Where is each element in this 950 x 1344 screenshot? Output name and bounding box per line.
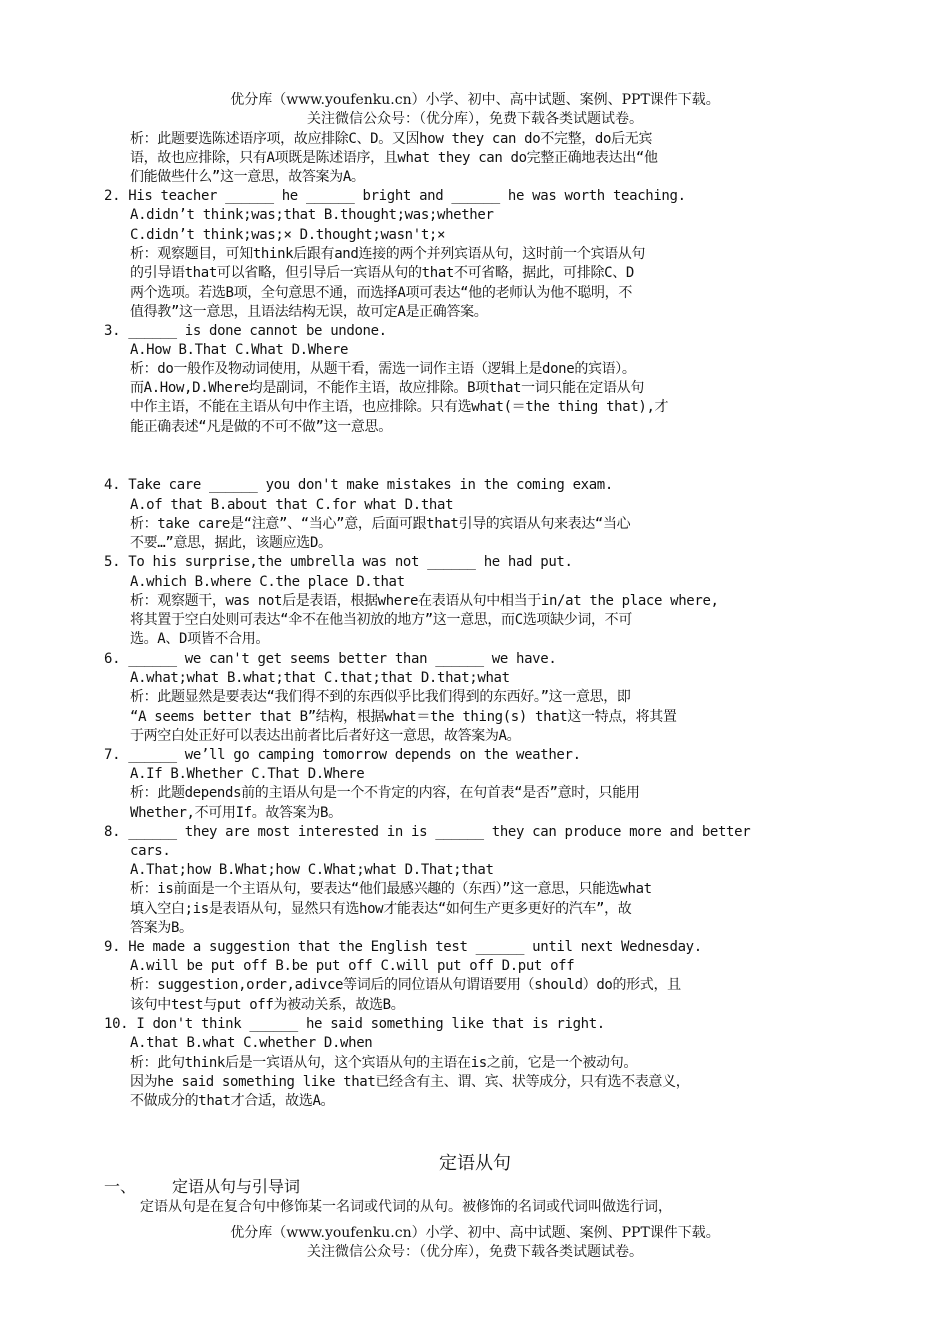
text-line: 析：此题要选陈述语序项，故应排除C、D。又因how they can do不完整，do后无宾 [130,131,653,147]
question-line: 10. I don't think ______ he said something like that is right. [104,1016,605,1032]
question-line: 8. ______ they are most interested in is ______ they can produce more and better [104,824,751,840]
options-line: C.didn’t think;was;× D.thought;wasn't;× [130,227,446,243]
subsection-title: 定语从句与引导词 [172,1177,301,1196]
options-line: A.If B.Whether C.That D.Where [130,766,365,782]
text-line: 不要…”意思，据此，该题应选D。 [130,535,332,551]
question-line: 9. He made a suggestion that the English test ______ until next Wednesday. [104,939,702,955]
subsection-number: 一、 [104,1177,137,1196]
question-line: 7. ______ we’ll go camping tomorrow depends on the weather. [104,747,581,763]
text-line: 于两空白处正好可以表达出前者比后者好这一意思，故答案为A。 [130,728,521,744]
text-line: 析：suggestion,order,adivce等词后的同位语从句谓语要用（should）do的形式，且 [130,977,681,993]
section-paragraph: 定语从句是在复合句中修饰某一名词或代词的从句。被修饰的名词或代词叫做选行词， [140,1199,672,1215]
text-line: 的引导语that可以省略，但引导后一宾语从句的that不可省略，据此，可排除C、D [130,265,634,281]
section-title: 定语从句 [439,1153,511,1174]
text-line: 析：is前面是一个主语从句，要表达“他们最感兴趣的（东西）”这一意思，只能选what [130,881,652,897]
text-line: 析：take care是“注意”、“当心”意，后面可跟that引导的宾语从句来表达“当心 [130,516,631,532]
text-line: 析：此题depends前的主语从句是一个不肯定的内容，在句首表“是否”意时，只能用 [130,785,640,801]
text-line: Whether,不可用If。故答案为B。 [130,805,342,821]
question-line: 2. His teacher ______ he ______ bright and ______ he was worth teaching. [104,188,686,204]
question-line: cars. [130,843,171,859]
options-line: A.which B.where C.the place D.that [130,574,405,590]
text-line: 析：此句think后是一宾语从句，这个宾语从句的主语在is之前，它是一个被动句。 [130,1055,637,1071]
text-line: 选。A、D项皆不合用。 [130,631,270,647]
text-line: “A seems better that B”结构，根据what＝the thing(s) that这一特点，将其置 [130,709,677,725]
text-line: 中作主语，不能在主语从句中作主语，也应排除。只有选what(＝the thing that),才 [130,399,669,415]
text-line: 析：do一般作及物动词使用，从题干看，需选一词作主语（逻辑上是done的宾语）。 [130,361,636,377]
text-line: 而A.How,D.Where均是副词，不能作主语，故应排除。B项that一词只能在定语从句 [130,380,644,396]
text-line: 值得教”这一意思，且语法结构无误，故可定A是正确答案。 [130,304,488,320]
subsection-heading [104,1176,300,1198]
header-line-1: 优分库（www.youfenku.cn）小学、初中、高中试题、案例、PPT课件下载。 [230,92,720,108]
text-line: 将其置于空白处则可表达“伞不在他当初放的地方”这一意思，而C选项缺少词，不可 [130,612,632,628]
header-line-2: 关注微信公众号：（优分库），免费下载各类试题试卷。 [307,111,643,127]
question-line: 4. Take care ______ you don't make mistakes in the coming exam. [104,477,613,493]
text-line: 析：此题显然是要表达“我们得不到的东西似乎比我们得到的东西好。”这一意思，即 [130,689,631,705]
footer-line-2: 关注微信公众号：（优分库），免费下载各类试题试卷。 [307,1244,643,1260]
text-line: 语，故也应排除，只有A项既是陈述语序，且what they can do完整正确地表达出“他 [130,150,658,166]
text-line: 该句中test与put off为被动关系，故选B。 [130,997,405,1013]
options-line: A.didn’t think;was;that B.thought;was;whether [130,207,494,223]
text-line: 们能做些什么”这一意思，故答案为A。 [130,169,365,185]
text-line: 析：观察题干，was not后是表语，根据where在表语从句中相当于in/at the place where, [130,593,719,609]
options-line: A.That;how B.What;how C.What;what D.That;that [130,862,494,878]
text-line: 填入空白;is是表语从句，显然只有选how才能表达“如何生产更多更好的汽车”，故 [130,901,632,917]
question-line: 6. ______ we can't get seems better than ______ we have. [104,651,557,667]
text-line: 因为he said something like that已经含有主、谓、宾、状等成分，只有选不表意义， [130,1074,690,1090]
text-line: 不做成分的that才合适，故选A。 [130,1093,335,1109]
text-line: 析：观察题目，可知think后跟有and连接的两个并列宾语从句，这时前一个宾语从句 [130,246,646,262]
options-line: A.what;what B.what;that C.that;that D.that;what [130,670,510,686]
footer-line-1: 优分库（www.youfenku.cn）小学、初中、高中试题、案例、PPT课件下载。 [230,1225,720,1241]
text-line: 能正确表述“凡是做的不可不做”这一意思。 [130,419,392,435]
options-line: A.How B.That C.What D.Where [130,342,349,358]
options-line: A.will be put off B.be put off C.will put off D.put off [130,958,575,974]
options-line: A.that B.what C.whether D.when [130,1035,373,1051]
question-line: 3. ______ is done cannot be undone. [104,323,387,339]
options-line: A.of that B.about that C.for what D.that [130,497,454,513]
text-line: 两个选项。若选B项，全句意思不通，而选择A项可表达“他的老师认为他不聪明，不 [130,285,632,301]
question-line: 5. To his surprise,the umbrella was not ______ he had put. [104,554,573,570]
text-line: 答案为B。 [130,920,193,936]
